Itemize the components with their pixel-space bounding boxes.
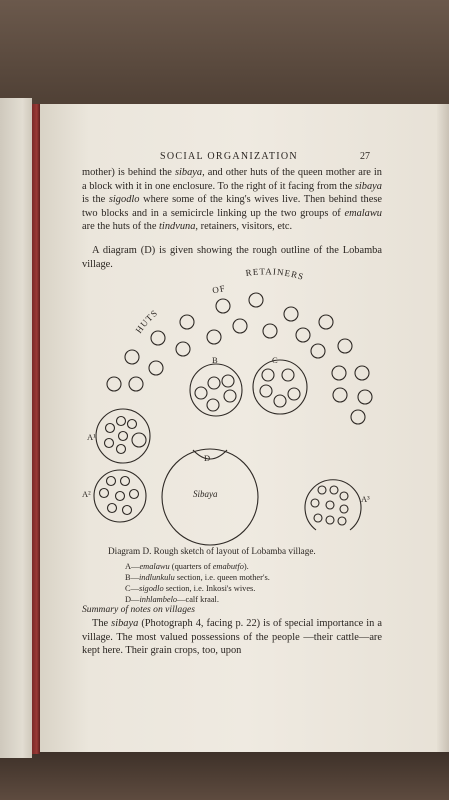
enclosure-b xyxy=(190,355,242,416)
label-b: B xyxy=(212,355,218,365)
retainer-huts xyxy=(107,293,372,424)
label-a1: A¹ xyxy=(87,432,96,442)
hut xyxy=(338,339,352,353)
hut xyxy=(249,293,263,307)
enclosure-a1 xyxy=(87,409,150,463)
hut xyxy=(125,350,139,364)
hut xyxy=(129,377,143,391)
hut xyxy=(132,433,146,447)
hut xyxy=(222,375,234,387)
hut xyxy=(326,501,334,509)
hut xyxy=(180,315,194,329)
hut xyxy=(318,486,326,494)
hut xyxy=(100,489,109,498)
hut xyxy=(151,331,165,345)
hut xyxy=(340,492,348,500)
enclosure-a2 xyxy=(82,470,146,522)
label-d: D xyxy=(204,453,211,463)
hut xyxy=(284,307,298,321)
legend-item-b: B—indlunkulu section, i.e. queen mother's. xyxy=(125,573,270,582)
hut xyxy=(207,330,221,344)
legend-item-c: C—sigodlo section, i.e. Inkosi's wives. xyxy=(125,584,256,593)
hut xyxy=(326,516,334,524)
hut xyxy=(216,299,230,313)
label-c: C xyxy=(272,355,278,365)
hut xyxy=(121,477,130,486)
hut xyxy=(233,319,247,333)
paragraph-3: The sibaya (Photograph 4, facing p. 22) is of special importance in a village. The most valued possessions of the people —their cattle—are kept here. Their grain crops, too, upon xyxy=(82,618,382,657)
hut xyxy=(128,420,137,429)
enclosure-a3 xyxy=(305,480,370,530)
hut xyxy=(274,395,286,407)
hut xyxy=(311,344,325,358)
hut xyxy=(288,388,300,400)
hut xyxy=(176,342,190,356)
hut xyxy=(330,486,338,494)
hut xyxy=(130,490,139,499)
hut xyxy=(195,387,207,399)
hut xyxy=(105,439,114,448)
hut xyxy=(123,506,132,515)
enclosure-c xyxy=(253,355,307,414)
diagram-legend xyxy=(125,561,270,605)
hut xyxy=(296,328,310,342)
hut xyxy=(207,399,219,411)
arc-label-retainers: RETAINERS xyxy=(245,266,306,283)
hut xyxy=(263,324,277,338)
hut xyxy=(333,388,347,402)
sibaya-kraal xyxy=(162,449,258,545)
hut xyxy=(338,517,346,525)
running-head: SOCIAL ORGANIZATION xyxy=(160,151,298,162)
paragraph-1: mother) is behind the sibaya, and other huts of the queen mother are in a block with it in one enclosure. To the right of it facing from the sibaya is the sigodlo where some of the king's wives live. Then behind these two blocks and in a semicircle linking up the two groups of emalawu are the huts of the tindvuna, retainers, visitors, etc. xyxy=(82,167,383,233)
legend-item-d: D—inhlambelo—calf kraal. xyxy=(125,595,219,604)
hut xyxy=(117,445,126,454)
hut xyxy=(351,410,365,424)
section-heading: Summary of notes on villages xyxy=(82,604,195,615)
paragraph-2: A diagram (D) is given showing the rough outline of the Lobamba village. xyxy=(82,245,382,270)
hut xyxy=(119,432,128,441)
hut xyxy=(107,377,121,391)
sibaya-label: Sibaya xyxy=(193,489,218,499)
hut xyxy=(107,477,116,486)
hut xyxy=(358,390,372,404)
hut xyxy=(208,377,220,389)
hut xyxy=(117,417,126,426)
hut xyxy=(355,366,369,380)
label-a3: A³ xyxy=(361,494,370,504)
hut xyxy=(106,424,115,433)
hut xyxy=(224,390,236,402)
diagram-caption: Diagram D. Rough sketch of layout of Lobamba village. xyxy=(108,546,316,556)
hut xyxy=(311,499,319,507)
hut xyxy=(340,505,348,513)
hut xyxy=(116,492,125,501)
arc-label-of: OF xyxy=(211,283,227,296)
hut xyxy=(332,366,346,380)
hut xyxy=(319,315,333,329)
enclosure-b-fence xyxy=(190,364,242,416)
page-number: 27 xyxy=(360,151,370,162)
hut xyxy=(108,504,117,513)
hut xyxy=(282,369,294,381)
arc-label-huts: HUTS xyxy=(133,307,160,336)
hut xyxy=(149,361,163,375)
label-a2: A² xyxy=(82,489,91,499)
hut xyxy=(260,385,272,397)
legend-item-a: A—emalawu (quarters of emabutfo). xyxy=(125,562,249,571)
hut xyxy=(262,369,274,381)
hut xyxy=(314,514,322,522)
